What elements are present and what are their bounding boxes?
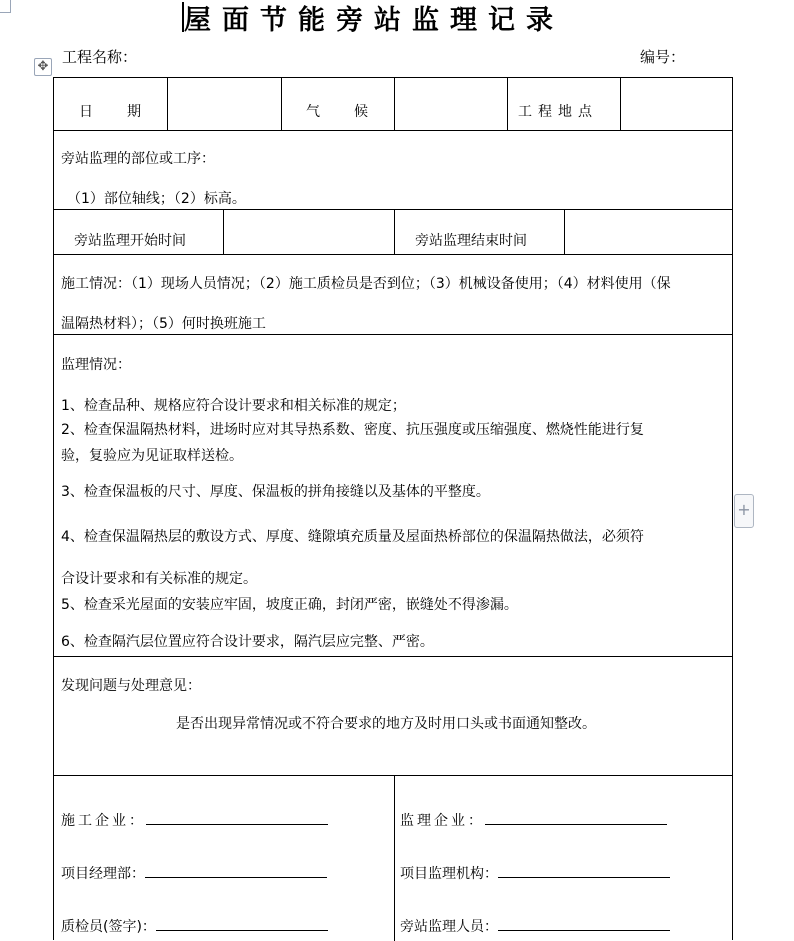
- supervision-item-2-line-2: 验，复验应为见证取样送检。: [61, 448, 243, 464]
- start-time-label: 旁站监理开始时间: [74, 233, 186, 249]
- supervision-item-4-line-1: 4、检查保温隔热层的敷设方式、厚度、缝隙填充质量及屋面热桥部位的保温隔热做法，必须符: [61, 529, 644, 545]
- row-divider: [54, 209, 732, 210]
- date-value-cell[interactable]: [168, 80, 280, 128]
- add-row-plus-icon[interactable]: +: [734, 494, 754, 528]
- col-divider: [507, 78, 508, 130]
- inspector-signature-underline[interactable]: [156, 916, 328, 931]
- project-name-label: 工程名称：: [62, 48, 138, 66]
- supervision-item-3: 3、检查保温板的尺寸、厚度、保温板的拼角接缝以及基体的平整度。: [61, 484, 490, 500]
- col-divider: [394, 775, 395, 941]
- supervision-org-label: 项目监理机构：: [400, 866, 498, 882]
- margin-corner-mark: [0, 0, 11, 13]
- location-label: 工程地点: [518, 104, 598, 120]
- date-label: 日 期: [79, 104, 151, 120]
- supervision-item-4-line-2: 合设计要求和有关标准的规定。: [61, 571, 257, 587]
- supervision-company-underline[interactable]: [485, 810, 667, 825]
- supervision-item-1: 1、检查品种、规格应符合设计要求和相关标准的规定；: [61, 398, 406, 414]
- supervision-label: 监理情况：: [61, 357, 131, 373]
- row-divider: [54, 130, 732, 131]
- scope-content: （1）部位轴线；（2）标高。: [67, 191, 246, 207]
- project-manager-underline[interactable]: [145, 863, 327, 878]
- row-divider: [54, 334, 732, 335]
- supervision-org-field: [400, 863, 670, 883]
- supervision-company-field: [400, 810, 667, 830]
- construction-company-field: [61, 810, 328, 830]
- supervision-company-label: 监理企业：: [400, 813, 485, 829]
- issues-content: 是否出现异常情况或不符合要求的地方及时用口头或书面通知整改。: [176, 716, 596, 732]
- col-divider: [394, 209, 395, 254]
- col-divider: [281, 78, 282, 130]
- supervision-org-underline[interactable]: [498, 863, 670, 878]
- record-table: [53, 77, 733, 940]
- weather-label: 气 候: [306, 104, 378, 120]
- end-time-value-cell[interactable]: [565, 211, 733, 253]
- issues-label: 发现问题与处理意见：: [61, 678, 201, 694]
- supervision-item-6: 6、检查隔汽层位置应符合设计要求，隔汽层应完整、严密。: [61, 634, 434, 650]
- construction-company-underline[interactable]: [146, 810, 328, 825]
- row-divider: [54, 254, 732, 255]
- supervision-staff-label: 旁站监理人员：: [400, 919, 498, 935]
- location-value-cell[interactable]: [621, 80, 733, 128]
- inspector-signature-label: 质检员(签字)：: [61, 919, 156, 935]
- supervision-item-5: 5、检查采光屋面的安装应牢固，坡度正确，封闭严密，嵌缝处不得渗漏。: [61, 597, 518, 613]
- start-time-value-cell[interactable]: [224, 211, 392, 253]
- supervision-item-2-line-1: 2、检查保温隔热材料，进场时应对其导热系数、密度、抗压强度或压缩强度、燃烧性能进行复: [61, 422, 644, 438]
- scope-label: 旁站监理的部位或工序：: [61, 151, 215, 167]
- supervision-staff-underline[interactable]: [498, 916, 670, 931]
- table-move-handle-icon[interactable]: ✥: [34, 58, 52, 76]
- number-label: 编号：: [640, 48, 686, 66]
- weather-value-cell[interactable]: [395, 80, 506, 128]
- supervision-staff-field: [400, 916, 670, 936]
- construction-line-1: 施工情况：（1）现场人员情况；（2）施工质检员是否到位；（3）机械设备使用；（4）材料使用（保: [61, 276, 671, 292]
- construction-company-label: 施工企业：: [61, 813, 146, 829]
- row-divider: [54, 775, 732, 776]
- project-manager-field: [61, 863, 327, 883]
- project-manager-label: 项目经理部：: [61, 866, 145, 882]
- end-time-label: 旁站监理结束时间: [415, 233, 527, 249]
- row-divider: [54, 656, 732, 657]
- inspector-signature-field: [61, 916, 328, 936]
- document-title: 屋面节能旁站监理记录: [184, 5, 564, 36]
- construction-line-2: 温隔热材料）；（5）何时换班施工: [61, 316, 266, 332]
